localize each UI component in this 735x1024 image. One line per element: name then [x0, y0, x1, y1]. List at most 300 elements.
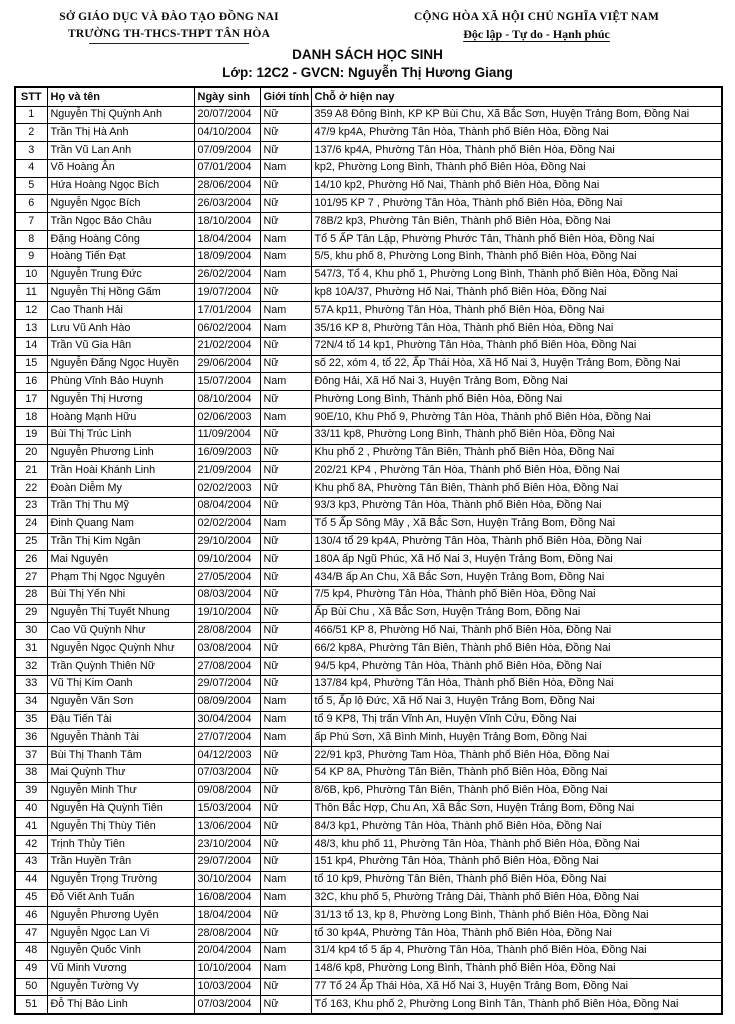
cell-stt: 22	[15, 480, 47, 498]
cell-gender: Nữ	[260, 836, 311, 854]
cell-name: Nguyễn Hà Quỳnh Tiên	[47, 800, 194, 818]
cell-name: Cao Vũ Quỳnh Như	[47, 622, 194, 640]
cell-stt: 5	[15, 177, 47, 195]
cell-gender: Nam	[260, 711, 311, 729]
cell-address: 180A ấp Ngũ Phúc, Xã Hố Nai 3, Huyện Trảng Bom, Đồng Nai	[311, 551, 722, 569]
cell-stt: 26	[15, 551, 47, 569]
cell-name: Nguyễn Tường Vy	[47, 978, 194, 996]
cell-name: Bùi Thị Yến Nhi	[47, 587, 194, 605]
cell-name: Đinh Quang Nam	[47, 515, 194, 533]
cell-name: Trần Thị Hà Anh	[47, 124, 194, 142]
cell-name: Võ Hoàng Ân	[47, 159, 194, 177]
cell-dob: 11/09/2004	[194, 426, 260, 444]
cell-address: 31/13 tổ 13, kp 8, Phường Long Bình, Thành phố Biên Hòa, Đồng Nai	[311, 907, 722, 925]
cell-gender: Nam	[260, 248, 311, 266]
cell-stt: 29	[15, 604, 47, 622]
cell-address: Tổ 5 Ấp Sông Mây , Xã Bắc Sơn, Huyện Trảng Bom, Đồng Nai	[311, 515, 722, 533]
cell-address: tổ 10 kp9, Phường Tân Biên, Thành phố Biên Hòa, Đồng Nai	[311, 871, 722, 889]
cell-dob: 18/09/2004	[194, 248, 260, 266]
table-row	[15, 960, 722, 978]
cell-gender: Nam	[260, 409, 311, 427]
cell-dob: 30/10/2004	[194, 871, 260, 889]
table-row	[15, 747, 722, 765]
cell-dob: 08/10/2004	[194, 391, 260, 409]
national-motto-line1: CỘNG HÒA XÃ HỘI CHỦ NGHĨA VIỆT NAM	[414, 11, 660, 23]
cell-address: 434/B ấp An Chu, Xã Bắc Sơn, Huyện Trảng Bom, Đồng Nai	[311, 569, 722, 587]
cell-gender: Nam	[260, 729, 311, 747]
table-row	[15, 853, 722, 871]
student-table	[14, 86, 723, 1015]
cell-address: 202/21 KP4 , Phường Tân Hòa, Thành phố Biên Hòa, Đồng Nai	[311, 462, 722, 480]
cell-stt: 32	[15, 658, 47, 676]
cell-address: Tổ 163, Khu phố 2, Phường Long Bình Tân, Thành phố Biên Hòa, Đồng Nai	[311, 996, 722, 1014]
cell-dob: 29/10/2004	[194, 533, 260, 551]
cell-gender: Nữ	[260, 444, 311, 462]
table-row	[15, 248, 722, 266]
cell-dob: 28/08/2004	[194, 622, 260, 640]
table-row	[15, 889, 722, 907]
cell-address: ấp Phú Sơn, Xã Bình Minh, Huyện Trảng Bom, Đồng Nai	[311, 729, 722, 747]
cell-stt: 21	[15, 462, 47, 480]
cell-gender: Nữ	[260, 782, 311, 800]
cell-address: 8/6B, kp6, Phường Tân Biên, Thành phố Biên Hòa, Đồng Nai	[311, 782, 722, 800]
cell-stt: 34	[15, 693, 47, 711]
table-row	[15, 569, 722, 587]
cell-gender: Nam	[260, 960, 311, 978]
table-row	[15, 266, 722, 284]
table-row	[15, 124, 722, 142]
document-header	[0, 0, 735, 44]
table-row	[15, 391, 722, 409]
cell-dob: 08/03/2004	[194, 587, 260, 605]
national-motto-line2: Độc lập - Tự do - Hạnh phúc	[463, 27, 610, 41]
cell-name: Nguyễn Thị Hương	[47, 391, 194, 409]
cell-dob: 13/06/2004	[194, 818, 260, 836]
school-header-block	[0, 10, 338, 44]
cell-stt: 30	[15, 622, 47, 640]
cell-stt: 40	[15, 800, 47, 818]
table-row	[15, 996, 722, 1014]
cell-dob: 29/07/2004	[194, 853, 260, 871]
cell-stt: 14	[15, 337, 47, 355]
table-row	[15, 942, 722, 960]
cell-dob: 16/08/2004	[194, 889, 260, 907]
cell-stt: 2	[15, 124, 47, 142]
cell-gender: Nam	[260, 373, 311, 391]
cell-gender: Nữ	[260, 177, 311, 195]
cell-address: 466/51 KP 8, Phường Hố Nai, Thành phố Biên Hòa, Đồng Nai	[311, 622, 722, 640]
table-row	[15, 622, 722, 640]
cell-dob: 04/10/2004	[194, 124, 260, 142]
cell-gender: Nam	[260, 302, 311, 320]
cell-stt: 23	[15, 498, 47, 516]
cell-dob: 27/08/2004	[194, 658, 260, 676]
cell-name: Vũ Thị Kim Oanh	[47, 676, 194, 694]
national-header-block	[338, 10, 735, 44]
cell-gender: Nữ	[260, 106, 311, 124]
table-row	[15, 498, 722, 516]
cell-name: Nguyễn Phương Uyên	[47, 907, 194, 925]
cell-name: Cao Thanh Hải	[47, 302, 194, 320]
cell-dob: 26/03/2004	[194, 195, 260, 213]
table-row	[15, 604, 722, 622]
cell-name: Phạm Thị Ngọc Nguyên	[47, 569, 194, 587]
cell-dob: 27/07/2004	[194, 729, 260, 747]
table-row	[15, 480, 722, 498]
cell-name: Đỗ Thị Bảo Linh	[47, 996, 194, 1014]
cell-address: 32C, khu phố 5, Phường Trảng Dài, Thành phố Biên Hòa, Đồng Nai	[311, 889, 722, 907]
cell-dob: 02/06/2003	[194, 409, 260, 427]
cell-address: 35/16 KP 8, Phường Tân Hòa, Thành phố Biên Hòa, Đồng Nai	[311, 320, 722, 338]
cell-dob: 29/06/2004	[194, 355, 260, 373]
cell-dob: 18/10/2004	[194, 213, 260, 231]
table-row	[15, 640, 722, 658]
cell-stt: 24	[15, 515, 47, 533]
table-row	[15, 231, 722, 249]
cell-gender: Nữ	[260, 498, 311, 516]
cell-name: Đặng Hoàng Công	[47, 231, 194, 249]
cell-dob: 17/01/2004	[194, 302, 260, 320]
cell-dob: 02/02/2004	[194, 515, 260, 533]
cell-name: Nguyễn Thị Hồng Gấm	[47, 284, 194, 302]
table-row	[15, 693, 722, 711]
cell-gender: Nữ	[260, 800, 311, 818]
cell-stt: 35	[15, 711, 47, 729]
table-row	[15, 177, 722, 195]
table-row	[15, 587, 722, 605]
table-row	[15, 302, 722, 320]
cell-address: 72N/4 tổ 14 kp1, Phường Tân Hòa, Thành phố Biên Hòa, Đồng Nai	[311, 337, 722, 355]
cell-gender: Nữ	[260, 604, 311, 622]
cell-address: 22/91 kp3, Phường Tam Hòa, Thành phố Biên Hòa, Đồng Nai	[311, 747, 722, 765]
cell-name: Đậu Tiến Tài	[47, 711, 194, 729]
cell-stt: 51	[15, 996, 47, 1014]
cell-address: 5/5, khu phố 8, Phường Long Bình, Thành phố Biên Hòa, Đồng Nai	[311, 248, 722, 266]
cell-name: Nguyễn Ngọc Lan Vi	[47, 925, 194, 943]
table-row	[15, 711, 722, 729]
cell-stt: 1	[15, 106, 47, 124]
table-row	[15, 871, 722, 889]
cell-dob: 21/02/2004	[194, 337, 260, 355]
cell-stt: 12	[15, 302, 47, 320]
cell-stt: 37	[15, 747, 47, 765]
table-row	[15, 907, 722, 925]
cell-address: 7/5 kp4, Phường Tân Hòa, Thành phố Biên Hòa, Đồng Nai	[311, 587, 722, 605]
cell-gender: Nữ	[260, 996, 311, 1014]
cell-stt: 50	[15, 978, 47, 996]
cell-name: Nguyễn Thị Tuyết Nhung	[47, 604, 194, 622]
cell-stt: 31	[15, 640, 47, 658]
cell-gender: Nữ	[260, 480, 311, 498]
cell-stt: 18	[15, 409, 47, 427]
cell-dob: 26/02/2004	[194, 266, 260, 284]
table-row	[15, 800, 722, 818]
table-row	[15, 782, 722, 800]
cell-gender: Nữ	[260, 462, 311, 480]
cell-name: Nguyễn Quốc Vinh	[47, 942, 194, 960]
cell-gender: Nữ	[260, 213, 311, 231]
cell-address: số 22, xóm 4, tổ 22, Ấp Thái Hòa, Xã Hố Nai 3, Huyện Trảng Bom, Đồng Nai	[311, 355, 722, 373]
cell-address: 101/95 KP 7 , Phường Tân Hòa, Thành phố Biên Hòa, Đồng Nai	[311, 195, 722, 213]
cell-dob: 30/04/2004	[194, 711, 260, 729]
page-title: DANH SÁCH HỌC SINH	[292, 47, 443, 62]
cell-gender: Nam	[260, 693, 311, 711]
cell-name: Nguyễn Trung Đức	[47, 266, 194, 284]
table-row	[15, 533, 722, 551]
cell-dob: 16/09/2003	[194, 444, 260, 462]
cell-stt: 49	[15, 960, 47, 978]
table-row	[15, 515, 722, 533]
student-table-body	[15, 106, 722, 1014]
cell-address: 359 A8 Đông Bình, KP KP Bùi Chu, Xã Bắc Sơn, Huyện Trảng Bom, Đồng Nai	[311, 106, 722, 124]
table-row	[15, 818, 722, 836]
cell-address: 137/6 kp4A, Phường Tân Hòa, Thành phố Biên Hòa, Đồng Nai	[311, 142, 722, 160]
cell-dob: 29/07/2004	[194, 676, 260, 694]
table-row	[15, 426, 722, 444]
cell-gender: Nữ	[260, 426, 311, 444]
cell-stt: 47	[15, 925, 47, 943]
cell-stt: 43	[15, 853, 47, 871]
cell-dob: 03/08/2004	[194, 640, 260, 658]
cell-address: Tổ 5 ẤP Tân Lập, Phường Phước Tân, Thành phố Biên Hòa, Đồng Nai	[311, 231, 722, 249]
cell-name: Trần Vũ Gia Hân	[47, 337, 194, 355]
cell-name: Trần Thị Thu Mỹ	[47, 498, 194, 516]
cell-dob: 28/06/2004	[194, 177, 260, 195]
cell-address: Khu phố 2 , Phường Tân Biên, Thành phố Biên Hòa, Đồng Nai	[311, 444, 722, 462]
cell-stt: 42	[15, 836, 47, 854]
cell-address: 84/3 kp1, Phường Tân Hòa, Thành phố Biên Hòa, Đồng Nai	[311, 818, 722, 836]
cell-name: Nguyễn Ngọc Bích	[47, 195, 194, 213]
cell-gender: Nữ	[260, 355, 311, 373]
cell-stt: 4	[15, 159, 47, 177]
cell-address: 47/9 kp4A, Phường Tân Hòa, Thành phố Biên Hòa, Đồng Nai	[311, 124, 722, 142]
cell-gender: Nữ	[260, 622, 311, 640]
cell-name: Nguyễn Trọng Trường	[47, 871, 194, 889]
cell-dob: 27/05/2004	[194, 569, 260, 587]
cell-dob: 18/04/2004	[194, 231, 260, 249]
cell-stt: 11	[15, 284, 47, 302]
cell-stt: 41	[15, 818, 47, 836]
cell-dob: 07/01/2004	[194, 159, 260, 177]
cell-address: Khu phố 8A, Phường Tân Biên, Thành phố Biên Hòa, Đồng Nai	[311, 480, 722, 498]
table-row	[15, 764, 722, 782]
cell-stt: 38	[15, 764, 47, 782]
table-row	[15, 676, 722, 694]
table-row	[15, 462, 722, 480]
cell-address: 93/3 kp3, Phường Tân Hòa, Thành phố Biên Hòa, Đồng Nai	[311, 498, 722, 516]
column-header-dob: Ngày sinh	[194, 87, 260, 106]
cell-address: 90E/10, Khu Phố 9, Phường Tân Hòa, Thành phố Biên Hòa, Đồng Nai	[311, 409, 722, 427]
cell-stt: 6	[15, 195, 47, 213]
cell-gender: Nữ	[260, 676, 311, 694]
cell-gender: Nam	[260, 871, 311, 889]
cell-gender: Nữ	[260, 124, 311, 142]
cell-name: Nguyễn Văn Sơn	[47, 693, 194, 711]
table-row	[15, 337, 722, 355]
cell-stt: 45	[15, 889, 47, 907]
column-header-address: Chỗ ở hiện nay	[311, 87, 722, 106]
cell-dob: 19/07/2004	[194, 284, 260, 302]
cell-name: Bùi Thị Thanh Tâm	[47, 747, 194, 765]
cell-dob: 15/03/2004	[194, 800, 260, 818]
cell-stt: 20	[15, 444, 47, 462]
cell-gender: Nữ	[260, 640, 311, 658]
cell-gender: Nam	[260, 320, 311, 338]
cell-address: 57A kp11, Phường Tân Hòa, Thành phố Biên Hòa, Đồng Nai	[311, 302, 722, 320]
cell-name: Nguyễn Thị Thùy Tiên	[47, 818, 194, 836]
cell-name: Đỗ Viết Anh Tuấn	[47, 889, 194, 907]
cell-name: Nguyễn Thị Quỳnh Anh	[47, 106, 194, 124]
cell-gender: Nam	[260, 231, 311, 249]
table-row	[15, 729, 722, 747]
cell-gender: Nữ	[260, 907, 311, 925]
cell-dob: 09/10/2004	[194, 551, 260, 569]
table-row	[15, 373, 722, 391]
cell-address: 137/84 kp4, Phường Tân Hòa, Thành phố Biên Hòa, Đồng Nai	[311, 676, 722, 694]
cell-gender: Nữ	[260, 818, 311, 836]
cell-name: Lưu Vũ Anh Hào	[47, 320, 194, 338]
cell-gender: Nữ	[260, 569, 311, 587]
cell-stt: 36	[15, 729, 47, 747]
cell-gender: Nữ	[260, 337, 311, 355]
cell-gender: Nữ	[260, 764, 311, 782]
cell-address: tổ 5, Ấp lộ Đức, Xã Hố Nai 3, Huyện Trảng Bom, Đồng Nai	[311, 693, 722, 711]
cell-dob: 07/03/2004	[194, 996, 260, 1014]
cell-address: 547/3, Tổ 4, Khu phố 1, Phường Long Bình, Thành phố Biên Hòa, Đồng Nai	[311, 266, 722, 284]
table-row	[15, 159, 722, 177]
cell-address: 31/4 kp4 tổ 5 ấp 4, Phường Tân Hòa, Thành phố Biên Hòa, Đồng Nai	[311, 942, 722, 960]
cell-address: Đông Hải, Xã Hố Nai 3, Huyện Trảng Bom, Đồng Nai	[311, 373, 722, 391]
cell-address: 130/4 tổ 29 kp4A, Phường Tân Hòa, Thành phố Biên Hòa, Đồng Nai	[311, 533, 722, 551]
cell-address: 151 kp4, Phường Tân Hòa, Thành phố Biên Hòa, Đồng Nai	[311, 853, 722, 871]
cell-address: tổ 30 kp4A, Phường Tân Hòa, Thành phố Biên Hòa, Đồng Nai	[311, 925, 722, 943]
cell-dob: 20/04/2004	[194, 942, 260, 960]
table-row	[15, 409, 722, 427]
table-row	[15, 836, 722, 854]
table-row	[15, 213, 722, 231]
cell-dob: 07/03/2004	[194, 764, 260, 782]
table-row	[15, 106, 722, 124]
cell-stt: 39	[15, 782, 47, 800]
cell-dob: 19/10/2004	[194, 604, 260, 622]
cell-gender: Nam	[260, 889, 311, 907]
cell-gender: Nữ	[260, 391, 311, 409]
cell-dob: 02/02/2003	[194, 480, 260, 498]
column-header-gender: Giới tính	[260, 87, 311, 106]
cell-address: Phường Long Bình, Thành phố Biên Hòa, Đồng Nai	[311, 391, 722, 409]
cell-gender: Nữ	[260, 195, 311, 213]
cell-dob: 06/02/2004	[194, 320, 260, 338]
cell-name: Trần Vũ Lan Anh	[47, 142, 194, 160]
table-row	[15, 978, 722, 996]
cell-name: Phùng Vĩnh Bảo Huynh	[47, 373, 194, 391]
cell-dob: 08/09/2004	[194, 693, 260, 711]
column-header-name: Họ và tên	[47, 87, 194, 106]
cell-address: tổ 9 KP8, Thị trấn Vĩnh An, Huyện Vĩnh Cửu, Đồng Nai	[311, 711, 722, 729]
cell-dob: 21/09/2004	[194, 462, 260, 480]
cell-name: Nguyễn Phương Linh	[47, 444, 194, 462]
cell-dob: 28/08/2004	[194, 925, 260, 943]
cell-dob: 15/07/2004	[194, 373, 260, 391]
cell-name: Vũ Minh Vương	[47, 960, 194, 978]
table-row	[15, 925, 722, 943]
cell-name: Trần Hoài Khánh Linh	[47, 462, 194, 480]
cell-name: Trần Thị Kim Ngân	[47, 533, 194, 551]
cell-address: 66/2 kp8A, Phường Tân Biên, Thành phố Biên Hòa, Đồng Nai	[311, 640, 722, 658]
table-row	[15, 551, 722, 569]
cell-gender: Nam	[260, 515, 311, 533]
cell-stt: 27	[15, 569, 47, 587]
cell-address: kp2, Phường Long Bình, Thành phố Biên Hòa, Đồng Nai	[311, 159, 722, 177]
cell-stt: 3	[15, 142, 47, 160]
table-header-row	[15, 87, 722, 106]
cell-dob: 18/04/2004	[194, 907, 260, 925]
cell-address: Ấp Bùi Chu , Xã Bắc Sơn, Huyện Trảng Bom, Đồng Nai	[311, 604, 722, 622]
column-header-stt: STT	[15, 87, 47, 106]
table-row	[15, 320, 722, 338]
cell-stt: 33	[15, 676, 47, 694]
cell-stt: 48	[15, 942, 47, 960]
cell-dob: 09/08/2004	[194, 782, 260, 800]
cell-stt: 10	[15, 266, 47, 284]
cell-gender: Nữ	[260, 533, 311, 551]
cell-gender: Nữ	[260, 978, 311, 996]
cell-name: Đoàn Diễm My	[47, 480, 194, 498]
cell-gender: Nữ	[260, 658, 311, 676]
cell-address: 148/6 kp8, Phường Long Bình, Thành phố Biên Hòa, Đồng Nai	[311, 960, 722, 978]
cell-name: Trần Huyền Trân	[47, 853, 194, 871]
cell-name: Nguyễn Minh Thư	[47, 782, 194, 800]
department-name: SỞ GIÁO DỤC VÀ ĐÀO TẠO ĐỒNG NAI	[59, 11, 279, 23]
cell-gender: Nữ	[260, 551, 311, 569]
cell-stt: 17	[15, 391, 47, 409]
cell-address: 78B/2 kp3, Phường Tân Biên, Thành phố Biên Hòa, Đồng Nai	[311, 213, 722, 231]
school-name: TRƯỜNG TH-THCS-THPT TÂN HÒA	[67, 28, 271, 40]
cell-gender: Nữ	[260, 284, 311, 302]
cell-name: Bùi Thị Trúc Linh	[47, 426, 194, 444]
cell-stt: 7	[15, 213, 47, 231]
cell-dob: 07/09/2004	[194, 142, 260, 160]
cell-name: Hứa Hoàng Ngọc Bích	[47, 177, 194, 195]
cell-name: Nguyễn Thành Tài	[47, 729, 194, 747]
cell-gender: Nam	[260, 159, 311, 177]
cell-gender: Nữ	[260, 853, 311, 871]
cell-name: Nguyễn Đăng Ngọc Huyền	[47, 355, 194, 373]
cell-address: kp8 10A/37, Phường Hố Nai, Thành phố Biên Hòa, Đồng Nai	[311, 284, 722, 302]
cell-name: Mai Nguyên	[47, 551, 194, 569]
cell-name: Hoàng Mạnh Hữu	[47, 409, 194, 427]
cell-stt: 25	[15, 533, 47, 551]
cell-address: Thôn Bắc Hợp, Chu An, Xã Bắc Sơn, Huyện Trảng Bom, Đồng Nai	[311, 800, 722, 818]
table-row	[15, 284, 722, 302]
cell-gender: Nữ	[260, 142, 311, 160]
table-row	[15, 142, 722, 160]
table-row	[15, 195, 722, 213]
cell-address: 77 Tổ 24 Ấp Thái Hòa, Xã Hố Nai 3, Huyện Trảng Bom, Đồng Nai	[311, 978, 722, 996]
cell-dob: 23/10/2004	[194, 836, 260, 854]
cell-address: 94/5 kp4, Phường Tân Hòa, Thành phố Biên Hòa, Đồng Nai	[311, 658, 722, 676]
cell-gender: Nữ	[260, 747, 311, 765]
cell-address: 48/3, khu phố 11, Phường Tân Hòa, Thành phố Biên Hòa, Đồng Nai	[311, 836, 722, 854]
cell-name: Trần Quỳnh Thiên Nữ	[47, 658, 194, 676]
table-row	[15, 355, 722, 373]
cell-gender: Nữ	[260, 587, 311, 605]
cell-dob: 08/04/2004	[194, 498, 260, 516]
cell-stt: 44	[15, 871, 47, 889]
cell-name: Mai Quỳnh Thư	[47, 764, 194, 782]
cell-dob: 10/03/2004	[194, 978, 260, 996]
cell-stt: 9	[15, 248, 47, 266]
